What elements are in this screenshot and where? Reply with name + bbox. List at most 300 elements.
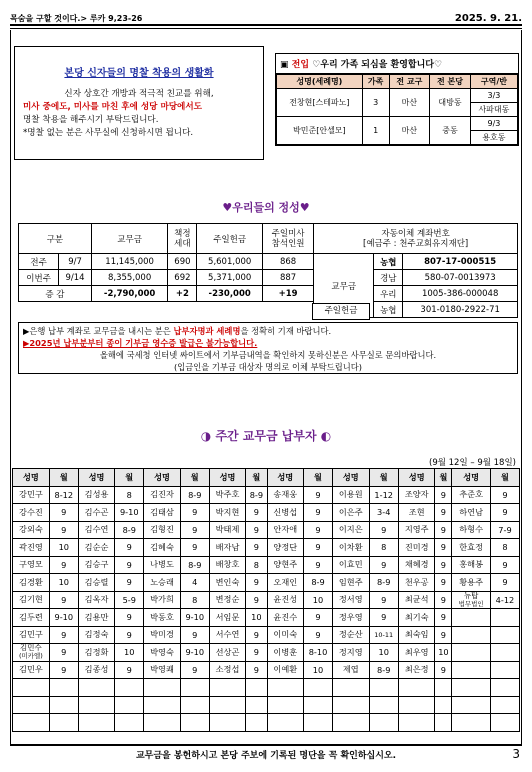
payer-months: 8 — [115, 486, 144, 504]
weekly-title: ◑ 주간 교무금 납부자 ◐ — [200, 429, 332, 443]
payer-name: 서임문 — [209, 609, 246, 627]
payer-months — [115, 696, 144, 714]
payer-name: 이병훈 — [267, 644, 304, 662]
payer-months: 9 — [246, 661, 267, 679]
payer-name: 한효정 — [452, 539, 491, 557]
note-3: 올해에 국세청 인터넷 싸이트에서 기부금내역을 확인하지 못하신분은 사무실로 문의바랍니다. — [99, 350, 437, 360]
attend-value: 868 — [262, 254, 313, 270]
newcomer-parish: 대방동 — [430, 89, 471, 117]
payer-months — [490, 679, 519, 697]
payer-name: 김승렬 — [78, 574, 115, 592]
col-header-month: 월 — [304, 469, 333, 487]
payer-name: 배자남 — [209, 539, 246, 557]
payer-name: 이예환 — [267, 661, 304, 679]
payer-name — [209, 679, 246, 697]
payer-name: 윤진성 — [267, 591, 304, 609]
payer-name: 박지현 — [209, 504, 246, 522]
newcomers-header: 전 교구 — [389, 75, 430, 89]
payer-name: 박태제 — [209, 521, 246, 539]
payer-name — [452, 626, 491, 644]
payer-name: 김혜숙 — [144, 539, 181, 557]
table-row — [13, 539, 520, 557]
payer-months: 9 — [180, 539, 209, 557]
payer-months: 9 — [369, 591, 398, 609]
household-diff: +2 — [168, 286, 197, 302]
payer-months: 9 — [490, 504, 519, 522]
acct-bank: 농협 — [374, 302, 403, 318]
table-row — [13, 609, 520, 627]
payer-name — [144, 714, 181, 732]
payer-name — [78, 714, 115, 732]
payer-months: 1-12 — [369, 486, 398, 504]
payer-name: 김정화 — [78, 644, 115, 662]
page-number: 3 — [512, 747, 520, 761]
payer-name: 윤진수 — [267, 609, 304, 627]
payer-months: 9 — [115, 574, 144, 592]
payer-name: 임현주 — [332, 574, 369, 592]
payer-months: 8-9 — [115, 521, 144, 539]
payer-months: 9 — [369, 609, 398, 627]
payer-months — [490, 661, 519, 679]
payer-months — [490, 644, 519, 662]
payer-name — [332, 714, 369, 732]
sincerity-header: 주일미사 참석인원 — [262, 224, 313, 254]
payer-name: 조양자 — [398, 486, 435, 504]
newcomer-diocese: 마산 — [389, 117, 430, 145]
note-1-a: ▶은행 납부 계좌로 교무금을 내시는 분은 — [23, 326, 174, 336]
payer-months — [490, 626, 519, 644]
payer-months: 10 — [435, 644, 452, 662]
sincerity-header: 구분 — [19, 224, 92, 254]
payer-name — [13, 679, 50, 697]
payer-months — [304, 679, 333, 697]
sincerity-header: 주일헌금 — [197, 224, 262, 254]
newcomer-name: 전창현[스테파노] — [277, 89, 363, 117]
newcomer-parish: 중동 — [430, 117, 471, 145]
table-row — [13, 661, 520, 679]
attend-diff: +19 — [262, 286, 313, 302]
note-1 — [23, 325, 513, 337]
newcomer-zone: 3/3 — [470, 89, 517, 103]
table-row — [13, 521, 520, 539]
newcomers-title-mark: ▣ — [280, 60, 289, 70]
payer-name — [13, 714, 50, 732]
payer-months: 9 — [49, 556, 78, 574]
payer-months: 9 — [304, 539, 333, 557]
header-rule-thin — [10, 28, 522, 29]
table-row — [13, 486, 520, 504]
nameplate-line3: 명찰 착용을 해주시기 부탁드립니다. — [23, 115, 159, 125]
payer-name: 최균석 — [398, 591, 435, 609]
payer-name: 김용만 — [78, 609, 115, 627]
gyomu-diff: -2,790,000 — [91, 286, 167, 302]
payer-name: 홍해봉 — [452, 556, 491, 574]
payer-name: 이효민 — [332, 556, 369, 574]
payer-months: 9 — [369, 521, 398, 539]
payer-months: 9 — [435, 626, 452, 644]
payer-months: 9 — [180, 626, 209, 644]
payer-name: 양현주 — [267, 556, 304, 574]
payer-months: 9 — [246, 591, 267, 609]
payer-name — [13, 644, 50, 662]
payer-months: 8-9 — [246, 486, 267, 504]
weekly-range: (9월 12일 – 9월 18일) — [429, 458, 516, 468]
payer-name: 이지은 — [332, 521, 369, 539]
payer-months: 8 — [369, 539, 398, 557]
newcomers-title — [276, 54, 518, 74]
notes-box — [18, 322, 518, 374]
payer-months: 9-10 — [49, 609, 78, 627]
payer-months — [246, 714, 267, 732]
payer-name: 구영모 — [13, 556, 50, 574]
nameplate-title: 본당 신자들의 명찰 착용의 생활화 — [64, 68, 214, 79]
payer-months: 9 — [115, 539, 144, 557]
payer-months: 9 — [180, 661, 209, 679]
payer-name: 하연남 — [452, 504, 491, 522]
payer-months: 9 — [435, 504, 452, 522]
note-1-b: 납부자명과 세례명 — [173, 326, 241, 336]
payer-name: 강민구 — [13, 486, 50, 504]
payer-months: 9 — [49, 591, 78, 609]
payer-name: 김성용 — [78, 486, 115, 504]
weekly-body — [13, 486, 520, 731]
transfer-header-sub: [예금주 : 천주교회유지재단] — [363, 238, 469, 249]
payer-name — [144, 679, 181, 697]
newcomer-zone-name: 사파대동 — [470, 103, 517, 117]
table-row — [13, 574, 520, 592]
payer-name: 박영쾌 — [144, 661, 181, 679]
payer-name: 변인숙 — [209, 574, 246, 592]
payer-name: 최은정 — [398, 661, 435, 679]
payer-months: 9 — [435, 609, 452, 627]
payer-name — [452, 609, 491, 627]
payer-name: 김민우 — [13, 661, 50, 679]
payer-name — [209, 696, 246, 714]
acct-label-weekly: 주일헌금 — [312, 303, 370, 320]
payer-months — [180, 679, 209, 697]
col-header-name: 성명 — [267, 469, 304, 487]
payer-name — [267, 696, 304, 714]
payer-name: 김수곤 — [78, 504, 115, 522]
payer-months: 8-9 — [304, 574, 333, 592]
payer-name — [398, 679, 435, 697]
payer-name: 강외숙 — [13, 521, 50, 539]
payer-name — [452, 644, 491, 662]
payer-name-line: 김민수 — [20, 643, 42, 653]
payer-name — [78, 696, 115, 714]
nameplate-line1: 신자 상호간 개방과 적극적 친교를 위해, — [64, 89, 214, 99]
row-label: 증 감 — [19, 286, 92, 302]
payer-months: 4-12 — [490, 591, 519, 609]
payer-months: 10 — [49, 574, 78, 592]
payer-months: 9 — [435, 486, 452, 504]
payer-months — [49, 679, 78, 697]
note-1-c: 을 정확히 기재 바랍니다. — [240, 326, 332, 336]
payer-months: 9 — [49, 626, 78, 644]
payer-months — [49, 714, 78, 732]
payer-name: 박영숙 — [144, 644, 181, 662]
household-value: 690 — [168, 254, 197, 270]
payer-name: 최우영 — [398, 644, 435, 662]
payer-name: 김종성 — [78, 661, 115, 679]
payer-name: 김승구 — [78, 556, 115, 574]
payer-name: 제엽 — [332, 661, 369, 679]
payer-name — [332, 696, 369, 714]
acct-number: 1005-386-000048 — [403, 286, 518, 302]
sincerity-header: 교무금 — [91, 224, 167, 254]
payer-months: 9 — [304, 486, 333, 504]
col-header-name: 성명 — [144, 469, 181, 487]
payer-months: 10 — [369, 644, 398, 662]
payer-months: 7-9 — [490, 521, 519, 539]
payer-name: 채혜경 — [398, 556, 435, 574]
payer-months — [115, 714, 144, 732]
payer-months: 9-10 — [180, 609, 209, 627]
payer-name — [452, 591, 491, 609]
payer-months: 3-4 — [369, 504, 398, 522]
payer-name: 선상곤 — [209, 644, 246, 662]
payer-name: 김진자 — [144, 486, 181, 504]
payer-months: 9 — [435, 521, 452, 539]
payer-months: 9 — [180, 504, 209, 522]
col-header-month: 월 — [49, 469, 78, 487]
payer-months — [435, 696, 452, 714]
payer-months: 9 — [304, 626, 333, 644]
nameplate-line2: 미사 중에도, 미사를 마친 후에 성당 마당에서도 — [23, 102, 202, 112]
row-label: 전주 — [19, 254, 59, 270]
payer-name: 김형진 — [144, 521, 181, 539]
payer-months: 4 — [180, 574, 209, 592]
payer-months: 9 — [435, 556, 452, 574]
newcomers-header: 성명(세례명) — [277, 75, 363, 89]
blank-cell — [19, 302, 314, 318]
payer-name — [398, 714, 435, 732]
payer-name — [398, 696, 435, 714]
payer-months: 9 — [49, 521, 78, 539]
header-rule — [10, 24, 522, 26]
acct-number: 807-17-000515 — [403, 254, 518, 270]
col-header-month: 월 — [369, 469, 398, 487]
payer-months: 8-9 — [180, 486, 209, 504]
payer-name: 김옥자 — [78, 591, 115, 609]
attend-value: 887 — [262, 270, 313, 286]
payer-name — [267, 714, 304, 732]
payer-months: 10 — [49, 539, 78, 557]
payer-name: 김순순 — [78, 539, 115, 557]
table-row — [13, 714, 520, 732]
payer-months: 8-9 — [369, 574, 398, 592]
payer-name: 소정섭 — [209, 661, 246, 679]
payer-name — [144, 696, 181, 714]
payer-name: 지영주 — [398, 521, 435, 539]
payer-months: 9 — [435, 574, 452, 592]
col-header-month: 월 — [490, 469, 519, 487]
nameplate-line4: *명찰 없는 분은 사무실에 신청하시면 됩니다. — [23, 128, 194, 138]
col-header-name: 성명 — [13, 469, 50, 487]
payer-name: 김기현 — [13, 591, 50, 609]
payer-months: 8-10 — [304, 644, 333, 662]
payer-name: 박가희 — [144, 591, 181, 609]
payer-months — [490, 714, 519, 732]
payer-name: 박주호 — [209, 486, 246, 504]
col-header-name: 성명 — [452, 469, 491, 487]
payer-name: 곽진영 — [13, 539, 50, 557]
weekly-value: 5,601,000 — [197, 254, 262, 270]
payer-name — [452, 714, 491, 732]
payer-months: 10-11 — [369, 626, 398, 644]
payer-name — [209, 714, 246, 732]
payer-months: 9 — [304, 521, 333, 539]
payer-months: 9 — [246, 521, 267, 539]
newcomers-title-text: ♡우리 가족 되심을 환영합니다♡ — [312, 60, 443, 70]
row-label: 이번주 — [19, 270, 59, 286]
col-header-name: 성명 — [398, 469, 435, 487]
payer-name: 배창호 — [209, 556, 246, 574]
payer-months: 9-10 — [115, 504, 144, 522]
payer-name: 김태삼 — [144, 504, 181, 522]
payer-name: 김두련 — [13, 609, 50, 627]
payer-months: 8-12 — [49, 486, 78, 504]
payer-months — [435, 679, 452, 697]
payer-name: 하형수 — [452, 521, 491, 539]
payer-months — [246, 696, 267, 714]
payer-name: 김수연 — [78, 521, 115, 539]
sincerity-title: ♥우리들의 정성♥ — [222, 201, 310, 214]
payer-name: 조현 — [398, 504, 435, 522]
note-2: ▶2025년 납부분부터 종이 기부금 영수증 발급은 불가능합니다. — [23, 338, 258, 348]
weekly-header-row — [13, 469, 520, 487]
payer-name: 이용원 — [332, 486, 369, 504]
table-row — [13, 644, 520, 662]
sincerity-header: 책정 세대 — [168, 224, 197, 254]
payer-months: 9 — [435, 661, 452, 679]
weekly-value: 5,371,000 — [197, 270, 262, 286]
newcomer-diocese: 마산 — [389, 89, 430, 117]
payer-name: 진미경 — [398, 539, 435, 557]
payer-months: 9 — [304, 556, 333, 574]
payer-name: 강수진 — [13, 504, 50, 522]
payer-months — [369, 679, 398, 697]
payer-months: 8-9 — [180, 556, 209, 574]
payer-name: 이차환 — [332, 539, 369, 557]
payer-name — [267, 679, 304, 697]
payer-name: 안자애 — [267, 521, 304, 539]
payer-months: 9 — [304, 504, 333, 522]
payer-months: 9 — [115, 556, 144, 574]
payer-name: 신병섭 — [267, 504, 304, 522]
payer-months: 8 — [246, 556, 267, 574]
payer-months: 9 — [435, 591, 452, 609]
acct-number: 580-07-0013973 — [403, 270, 518, 286]
payer-name: 김민구 — [13, 626, 50, 644]
payer-name-line: 뉴탑 — [463, 590, 479, 600]
newcomers-table — [276, 74, 518, 145]
newcomer-name: 박민준[안셀모] — [277, 117, 363, 145]
col-header-month: 월 — [435, 469, 452, 487]
payer-months: 10 — [246, 609, 267, 627]
header-verse: 목숨을 구할 것이다.> 루카 9,23-26 — [10, 14, 143, 23]
acct-label-gyomu: 교무금 — [314, 254, 374, 318]
newcomers-title-highlight: 전입 — [291, 60, 310, 70]
payer-months: 9 — [490, 556, 519, 574]
payer-months: 9 — [115, 661, 144, 679]
payer-months: 9 — [369, 556, 398, 574]
payer-name: 변정순 — [209, 591, 246, 609]
payer-name: 오재인 — [267, 574, 304, 592]
payer-name: 정우영 — [332, 609, 369, 627]
newcomer-family: 1 — [362, 117, 389, 145]
payer-months: 8-9 — [369, 661, 398, 679]
col-header-name: 성명 — [209, 469, 246, 487]
payer-months — [304, 714, 333, 732]
weekly-payers-table — [12, 468, 520, 732]
payer-name: 이은주 — [332, 504, 369, 522]
payer-name: 추준호 — [452, 486, 491, 504]
weekly-diff: -230,000 — [197, 286, 262, 302]
payer-name: 서수연 — [209, 626, 246, 644]
payer-name: 천우공 — [398, 574, 435, 592]
payer-months: 9 — [246, 539, 267, 557]
payer-months — [246, 679, 267, 697]
col-header-month: 월 — [246, 469, 267, 487]
acct-bank: 우리 — [374, 286, 403, 302]
payer-name: 송재웅 — [267, 486, 304, 504]
table-row — [13, 556, 520, 574]
row-date: 9/14 — [59, 270, 92, 286]
payer-months: 5-9 — [115, 591, 144, 609]
payer-name: 황용주 — [452, 574, 491, 592]
newcomers-header: 구역/반 — [470, 75, 517, 89]
payer-name — [452, 679, 491, 697]
sincerity-table — [18, 223, 518, 318]
payer-name — [332, 679, 369, 697]
payer-months: 9-10 — [180, 644, 209, 662]
acct-number: 301-0180-2922-71 — [403, 302, 518, 318]
payer-name-sub: (미카엘) — [18, 652, 43, 661]
payer-months — [369, 696, 398, 714]
payer-months: 9 — [49, 644, 78, 662]
payer-months: 9 — [115, 609, 144, 627]
payer-name: 양정단 — [267, 539, 304, 557]
payer-months: 9 — [246, 644, 267, 662]
payer-months — [490, 609, 519, 627]
household-value: 692 — [168, 270, 197, 286]
page-header — [10, 8, 522, 24]
payer-months — [490, 696, 519, 714]
payer-months — [115, 679, 144, 697]
nameplate-notice — [14, 46, 264, 160]
payer-name: 나병도 — [144, 556, 181, 574]
payer-months: 9 — [304, 609, 333, 627]
payer-months — [304, 696, 333, 714]
payer-months: 9 — [246, 626, 267, 644]
payer-months — [180, 696, 209, 714]
newcomer-zone: 9/3 — [470, 117, 517, 131]
newcomers-box — [275, 53, 519, 146]
payer-months — [435, 714, 452, 732]
col-header-month: 월 — [180, 469, 209, 487]
payer-name — [452, 661, 491, 679]
payer-name: 최숙임 — [398, 626, 435, 644]
payer-months — [49, 696, 78, 714]
payer-name-sub: 법무법인 — [458, 599, 484, 608]
payer-name: 최기숙 — [398, 609, 435, 627]
col-header-month: 월 — [115, 469, 144, 487]
payer-name: 정순산 — [332, 626, 369, 644]
payer-name: 이미숙 — [267, 626, 304, 644]
col-header-name: 성명 — [78, 469, 115, 487]
transfer-header-title: 자동이체 계좌번호 — [381, 228, 450, 239]
